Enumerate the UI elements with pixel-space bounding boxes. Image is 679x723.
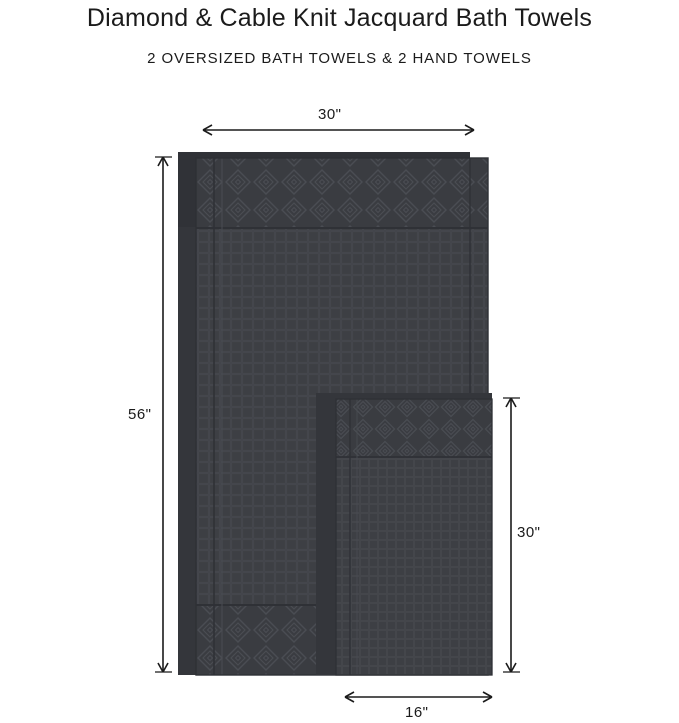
page-subtitle: 2 OVERSIZED BATH TOWELS & 2 HAND TOWELS xyxy=(147,50,532,67)
dimension-label-bath-width: 30" xyxy=(318,106,342,123)
dimension-label-bath-height: 56" xyxy=(128,406,152,423)
hand-towel-front xyxy=(336,399,492,675)
dimension-label-hand-height: 30" xyxy=(517,524,541,541)
dimension-label-hand-width: 16" xyxy=(405,704,429,721)
page-title: Diamond & Cable Knit Jacquard Bath Towels xyxy=(86,4,593,32)
